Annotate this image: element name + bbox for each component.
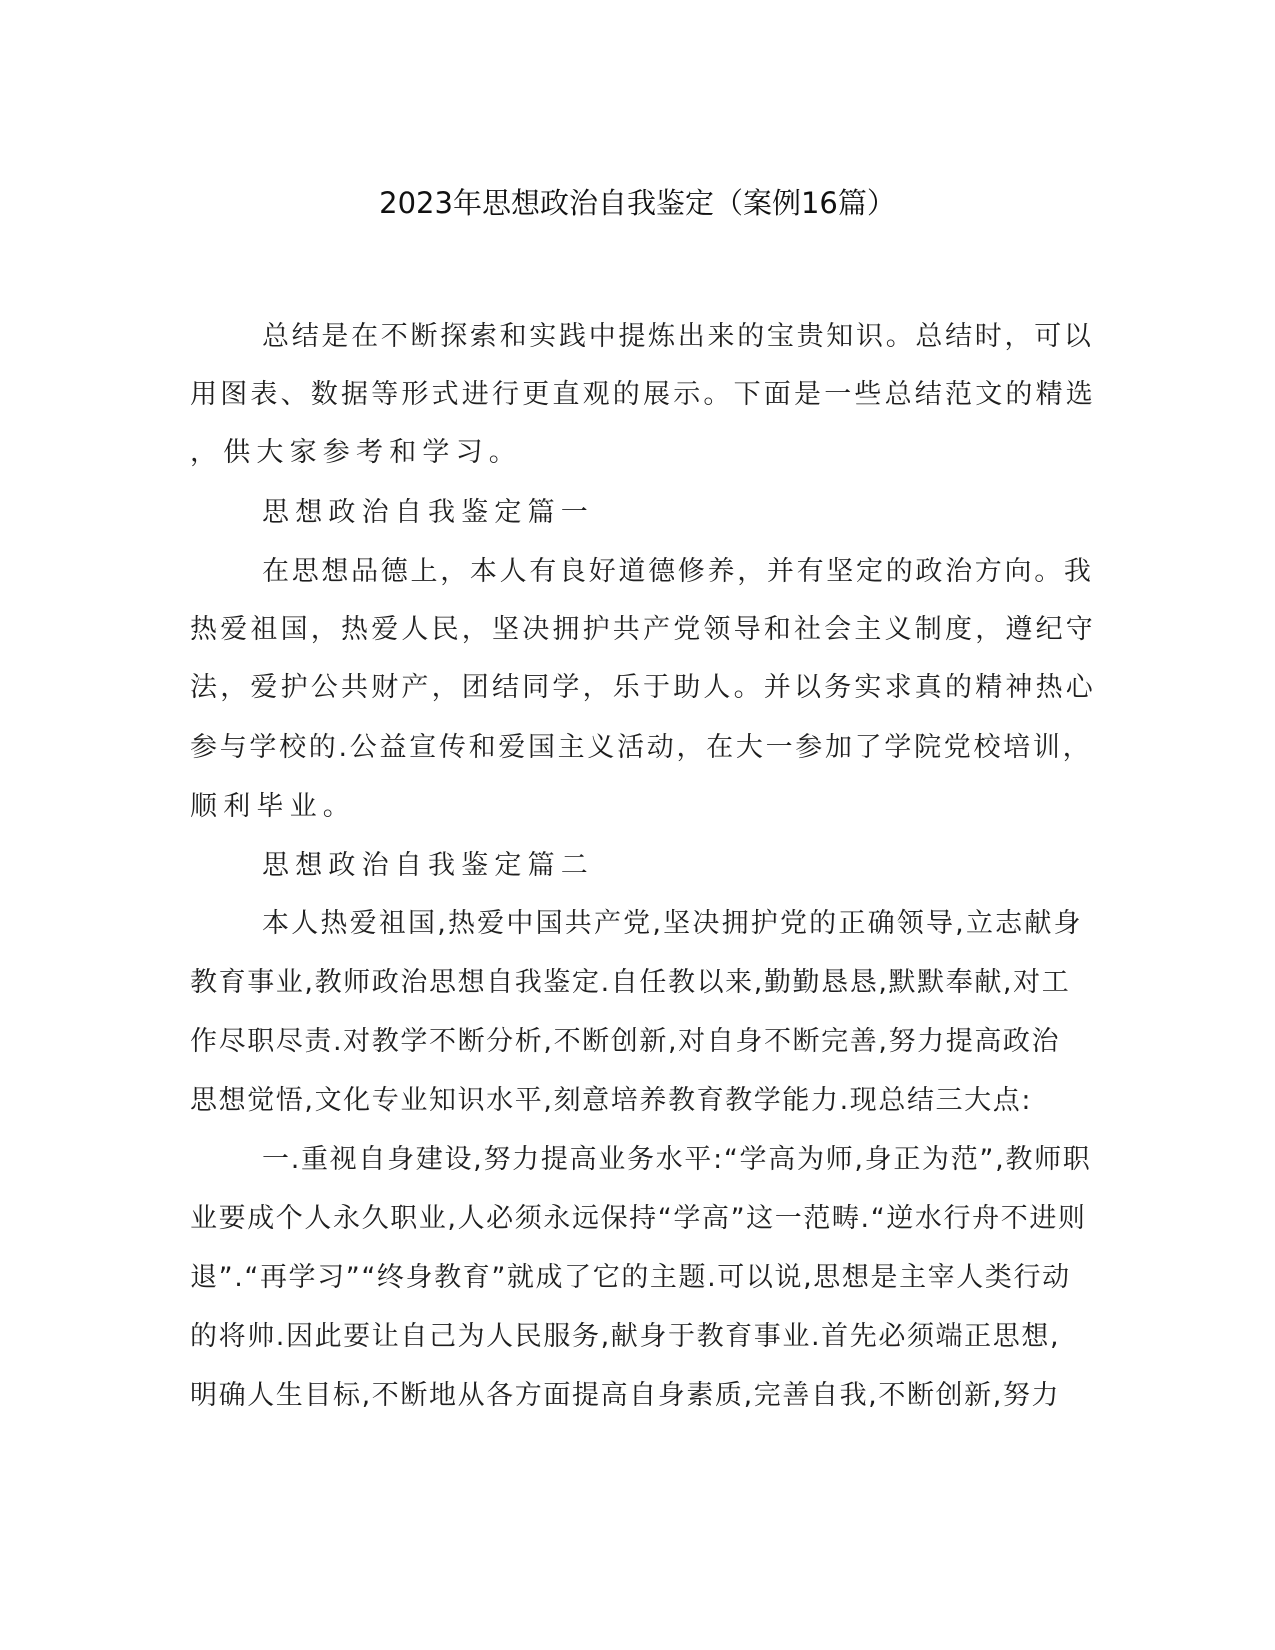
section1-line-2: 热爱祖国，热爱人民，坚决拥护共产党领导和社会主义制度，遵纪守 <box>190 614 1096 645</box>
intro-line-3: ，供大家参考和学习。 <box>190 437 522 468</box>
section2-p2-line-1: 一.重视自身建设,努力提高业务水平:“学高为师,身正为范”,教师职 <box>262 1144 1092 1175</box>
document-title: 2023年思想政治自我鉴定（案例16篇） <box>379 186 896 220</box>
section2-p1-line-1: 本人热爱祖国,热爱中国共产党,坚决拥护党的正确领导,立志献身 <box>262 908 1083 939</box>
section2-p2-line-4: 的将帅.因此要让自己为人民服务,献身于教育事业.首先必须端正思想, <box>190 1321 1061 1352</box>
section1-line-4: 参与学校的.公益宣传和爱国主义活动，在大一参加了学院党校培训， <box>190 732 1093 763</box>
section2-p2-line-3: 退”.“再学习”“终身教育”就成了它的主题.可以说,思想是主宰人类行动 <box>190 1262 1071 1293</box>
section2-p1-line-4: 思想觉悟,文化专业知识水平,刻意培养教育教学能力.现总结三大点: <box>190 1085 1033 1116</box>
section2-p2-line-2: 业要成个人永久职业,人必须永远保持“学高”这一范畴.“逆水行舟不进则 <box>190 1203 1087 1234</box>
section2-p1-line-3: 作尽职尽责.对教学不断分析,不断创新,对自身不断完善,努力提高政治 <box>190 1026 1061 1057</box>
section1-heading: 思想政治自我鉴定篇一 <box>262 497 594 528</box>
section1-line-3: 法，爱护公共财产，团结同学，乐于助人。并以务实求真的精神热心 <box>190 672 1096 703</box>
intro-line-2: 用图表、数据等形式进行更直观的展示。下面是一些总结范文的精选 <box>190 379 1096 410</box>
intro-line-1: 总结是在不断探索和实践中提炼出来的宝贵知识。总结时，可以 <box>262 321 1094 352</box>
section2-p1-line-2: 教育事业,教师政治思想自我鉴定.自任教以来,勤勤恳恳,默默奉献,对工 <box>190 967 1071 998</box>
section2-p2-line-5: 明确人生目标,不断地从各方面提高自身素质,完善自我,不断创新,努力 <box>190 1380 1061 1411</box>
section2-heading: 思想政治自我鉴定篇二 <box>262 850 594 881</box>
section1-line-1: 在思想品德上，本人有良好道德修养，并有坚定的政治方向。我 <box>262 556 1094 587</box>
section1-line-5: 顺利毕业。 <box>190 791 356 822</box>
